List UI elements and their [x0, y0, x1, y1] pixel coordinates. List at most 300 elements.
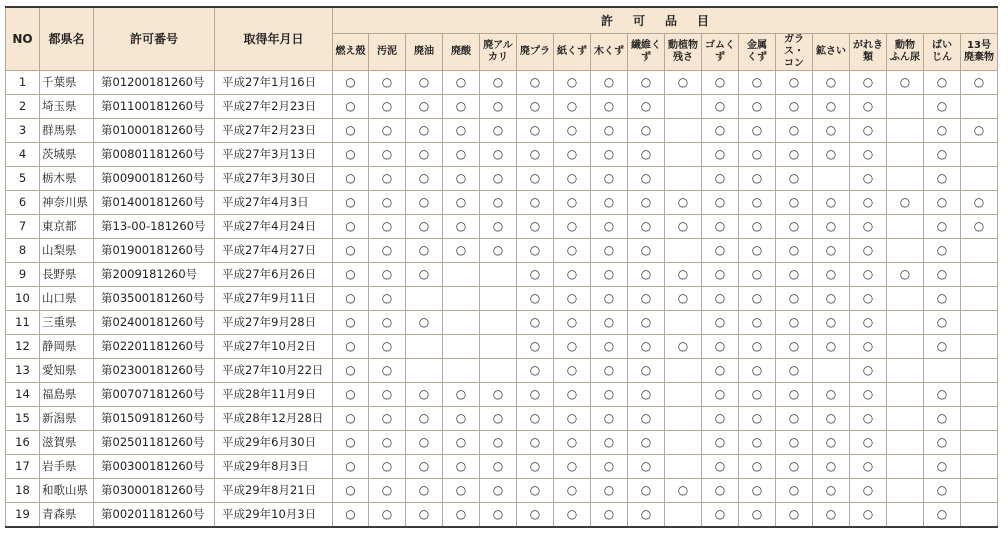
- row-permit-number: 第03000181260号: [94, 478, 215, 502]
- row-permit-number: 第01900181260号: [94, 238, 215, 262]
- permit-mark: ○: [480, 430, 517, 454]
- permit-mark: ○: [517, 358, 554, 382]
- permit-mark: ○: [739, 334, 776, 358]
- permit-mark: ○: [554, 238, 591, 262]
- item-header: [739, 33, 776, 70]
- item-header-line2: 廃棄物: [964, 51, 994, 63]
- permit-mark: ○: [924, 166, 961, 190]
- permit-mark: ○: [406, 190, 443, 214]
- row-prefecture: 山梨県: [40, 238, 94, 262]
- permit-mark: ○: [333, 382, 369, 406]
- permit-mark: ○: [517, 118, 554, 142]
- permit-mark: ○: [333, 238, 369, 262]
- permit-mark: ○: [443, 238, 480, 262]
- permit-mark: ○: [702, 502, 739, 527]
- permit-mark: ○: [776, 166, 813, 190]
- permit-mark: ○: [702, 286, 739, 310]
- permit-mark: ○: [591, 190, 628, 214]
- permit-mark: ○: [924, 94, 961, 118]
- permit-mark: ○: [702, 382, 739, 406]
- permit-mark: ○: [813, 406, 850, 430]
- permit-mark: ○: [924, 238, 961, 262]
- row-acquired-date: 平成27年6月26日: [215, 262, 333, 286]
- item-header: [369, 33, 406, 70]
- permit-mark: ○: [517, 406, 554, 430]
- permit-mark: ○: [554, 190, 591, 214]
- permit-mark: ○: [813, 454, 850, 478]
- permit-mark: ○: [554, 454, 591, 478]
- permit-mark: ○: [702, 142, 739, 166]
- permit-mark: ○: [961, 70, 998, 94]
- permit-mark: ○: [850, 214, 887, 238]
- empty-cell: [665, 502, 702, 527]
- row-no: 19: [6, 502, 40, 527]
- permit-mark: ○: [406, 502, 443, 527]
- empty-cell: [887, 94, 924, 118]
- permit-mark: ○: [628, 454, 665, 478]
- permit-mark: ○: [480, 478, 517, 502]
- empty-cell: [406, 334, 443, 358]
- permit-mark: ○: [628, 358, 665, 382]
- permit-mark: ○: [517, 94, 554, 118]
- permit-mark: ○: [739, 478, 776, 502]
- permit-mark: ○: [591, 94, 628, 118]
- permit-mark: ○: [739, 190, 776, 214]
- table-row: [6, 262, 998, 286]
- row-permit-number: 第00801181260号: [94, 142, 215, 166]
- permit-mark: ○: [591, 502, 628, 527]
- row-prefecture: 東京都: [40, 214, 94, 238]
- row-permit-number: 第02501181260号: [94, 430, 215, 454]
- permit-mark: ○: [443, 406, 480, 430]
- permit-mark: ○: [554, 334, 591, 358]
- item-header: [961, 33, 998, 70]
- row-no: 13: [6, 358, 40, 382]
- permit-mark: ○: [406, 406, 443, 430]
- permit-mark: ○: [739, 94, 776, 118]
- empty-cell: [887, 358, 924, 382]
- permit-mark: ○: [739, 238, 776, 262]
- permit-mark: ○: [369, 166, 406, 190]
- permit-mark: ○: [776, 382, 813, 406]
- permit-mark: ○: [517, 142, 554, 166]
- table-row: [6, 94, 998, 118]
- empty-cell: [961, 334, 998, 358]
- permit-mark: ○: [517, 166, 554, 190]
- permit-mark: ○: [369, 214, 406, 238]
- permit-mark: ○: [443, 142, 480, 166]
- permit-mark: ○: [591, 238, 628, 262]
- permit-mark: ○: [333, 214, 369, 238]
- item-header-line1: 動植物: [668, 39, 698, 51]
- permit-mark: ○: [443, 502, 480, 527]
- permit-mark: ○: [369, 454, 406, 478]
- permit-mark: ○: [813, 70, 850, 94]
- permit-mark: ○: [628, 166, 665, 190]
- permit-mark: ○: [517, 382, 554, 406]
- permit-mark: ○: [813, 286, 850, 310]
- table-row: [6, 214, 998, 238]
- row-no: 16: [6, 430, 40, 454]
- empty-cell: [665, 94, 702, 118]
- permit-mark: ○: [480, 142, 517, 166]
- permit-mark: ○: [665, 334, 702, 358]
- empty-cell: [887, 142, 924, 166]
- row-acquired-date: 平成27年4月27日: [215, 238, 333, 262]
- permit-mark: ○: [554, 94, 591, 118]
- empty-cell: [480, 334, 517, 358]
- permit-mark: ○: [480, 214, 517, 238]
- row-no: 11: [6, 310, 40, 334]
- empty-cell: [961, 406, 998, 430]
- item-header: [406, 33, 443, 70]
- permit-mark: ○: [739, 358, 776, 382]
- permit-mark: ○: [554, 70, 591, 94]
- permit-mark: ○: [406, 454, 443, 478]
- header-prefecture: 都県名: [40, 7, 94, 70]
- permit-mark: ○: [739, 70, 776, 94]
- item-header-line1: 燃え殻: [335, 45, 366, 57]
- permit-mark: ○: [369, 142, 406, 166]
- permit-mark: ○: [443, 382, 480, 406]
- permit-mark: ○: [702, 190, 739, 214]
- permit-mark: ○: [924, 334, 961, 358]
- empty-cell: [406, 286, 443, 310]
- permit-mark: ○: [333, 502, 369, 527]
- permit-mark: ○: [443, 70, 480, 94]
- permit-mark: ○: [739, 406, 776, 430]
- permit-mark: ○: [850, 118, 887, 142]
- permit-mark: ○: [702, 430, 739, 454]
- item-header-line1: ガラス・: [784, 33, 804, 57]
- permit-mark: ○: [813, 382, 850, 406]
- item-header-line2: くず: [747, 51, 767, 63]
- permit-mark: ○: [739, 142, 776, 166]
- row-no: 1: [6, 70, 40, 94]
- item-header-line1: がれき: [853, 39, 883, 51]
- permit-mark: ○: [443, 166, 480, 190]
- permit-mark: ○: [369, 238, 406, 262]
- permit-mark: ○: [924, 382, 961, 406]
- row-permit-number: 第03500181260号: [94, 286, 215, 310]
- permit-mark: ○: [813, 214, 850, 238]
- item-header: [665, 33, 702, 70]
- empty-cell: [961, 454, 998, 478]
- permit-mark: ○: [739, 310, 776, 334]
- permit-mark: ○: [813, 94, 850, 118]
- row-permit-number: 第00707181260号: [94, 382, 215, 406]
- empty-cell: [887, 478, 924, 502]
- row-no: 14: [6, 382, 40, 406]
- permit-mark: ○: [850, 382, 887, 406]
- row-permit-number: 第2009181260号: [94, 262, 215, 286]
- row-acquired-date: 平成29年8月3日: [215, 454, 333, 478]
- permit-mark: ○: [480, 94, 517, 118]
- empty-cell: [480, 310, 517, 334]
- permit-mark: ○: [333, 190, 369, 214]
- permit-mark: ○: [480, 70, 517, 94]
- row-acquired-date: 平成27年1月16日: [215, 70, 333, 94]
- item-header: [702, 33, 739, 70]
- permit-mark: ○: [554, 406, 591, 430]
- permit-mark: ○: [591, 166, 628, 190]
- permit-mark: ○: [406, 118, 443, 142]
- permit-mark: ○: [665, 286, 702, 310]
- row-no: 2: [6, 94, 40, 118]
- permit-mark: ○: [517, 430, 554, 454]
- permit-mark: ○: [406, 478, 443, 502]
- permit-mark: ○: [924, 70, 961, 94]
- permit-mark: ○: [850, 190, 887, 214]
- permit-mark: ○: [369, 334, 406, 358]
- permit-mark: ○: [702, 478, 739, 502]
- permit-mark: ○: [850, 262, 887, 286]
- permit-mark: ○: [776, 334, 813, 358]
- permit-mark: ○: [739, 118, 776, 142]
- item-header-line1: ゴムくず: [705, 39, 735, 63]
- row-permit-number: 第00201181260号: [94, 502, 215, 527]
- permit-mark: ○: [333, 406, 369, 430]
- item-header: [333, 33, 369, 70]
- empty-cell: [887, 502, 924, 527]
- permit-mark: ○: [333, 358, 369, 382]
- permit-mark: ○: [369, 406, 406, 430]
- table-row: [6, 358, 998, 382]
- empty-cell: [665, 238, 702, 262]
- permit-mark: ○: [480, 238, 517, 262]
- permit-mark: ○: [776, 70, 813, 94]
- permit-mark: ○: [517, 238, 554, 262]
- item-header-line2: ず: [641, 51, 651, 63]
- empty-cell: [443, 334, 480, 358]
- permit-mark: ○: [776, 142, 813, 166]
- permit-mark: ○: [554, 166, 591, 190]
- permit-mark: ○: [850, 70, 887, 94]
- row-prefecture: 新潟県: [40, 406, 94, 430]
- item-header-line1: 鉱さい: [816, 45, 846, 57]
- item-header-line1: 紙くず: [557, 45, 587, 57]
- permit-mark: ○: [591, 382, 628, 406]
- permit-mark: ○: [924, 214, 961, 238]
- permit-mark: ○: [776, 502, 813, 527]
- item-header: [887, 33, 924, 70]
- permit-mark: ○: [591, 70, 628, 94]
- permit-mark: ○: [813, 334, 850, 358]
- permit-mark: ○: [924, 190, 961, 214]
- permit-mark: ○: [924, 118, 961, 142]
- table-row: [6, 406, 998, 430]
- permit-mark: ○: [850, 406, 887, 430]
- permit-mark: ○: [517, 70, 554, 94]
- empty-cell: [961, 142, 998, 166]
- permit-mark: ○: [517, 262, 554, 286]
- permit-mark: ○: [961, 118, 998, 142]
- row-prefecture: 山口県: [40, 286, 94, 310]
- table-row: [6, 430, 998, 454]
- permit-mark: ○: [813, 190, 850, 214]
- permit-mark: ○: [591, 358, 628, 382]
- empty-cell: [961, 310, 998, 334]
- permit-mark: ○: [739, 262, 776, 286]
- permit-mark: ○: [776, 430, 813, 454]
- permit-mark: ○: [554, 262, 591, 286]
- permit-mark: ○: [924, 430, 961, 454]
- permit-mark: ○: [369, 94, 406, 118]
- empty-cell: [887, 166, 924, 190]
- permit-mark: ○: [406, 382, 443, 406]
- empty-cell: [665, 406, 702, 430]
- permit-mark: ○: [702, 238, 739, 262]
- permit-mark: ○: [850, 478, 887, 502]
- permit-mark: ○: [369, 358, 406, 382]
- row-no: 7: [6, 214, 40, 238]
- row-prefecture: 神奈川県: [40, 190, 94, 214]
- permit-mark: ○: [369, 382, 406, 406]
- permit-mark: ○: [628, 334, 665, 358]
- permit-mark: ○: [776, 454, 813, 478]
- permit-mark: ○: [443, 454, 480, 478]
- permit-mark: ○: [443, 214, 480, 238]
- permit-mark: ○: [443, 94, 480, 118]
- table-row: [6, 190, 998, 214]
- row-permit-number: 第01200181260号: [94, 70, 215, 94]
- row-prefecture: 愛知県: [40, 358, 94, 382]
- permit-mark: ○: [628, 70, 665, 94]
- permit-mark: ○: [924, 286, 961, 310]
- permit-mark: ○: [628, 118, 665, 142]
- permit-mark: ○: [517, 190, 554, 214]
- item-header-line1: 13号: [967, 39, 991, 51]
- empty-cell: [961, 478, 998, 502]
- item-header: [776, 33, 813, 70]
- permit-mark: ○: [628, 406, 665, 430]
- table-row: [6, 454, 998, 478]
- permit-mark: ○: [369, 70, 406, 94]
- permit-mark: ○: [369, 118, 406, 142]
- permit-mark: ○: [739, 214, 776, 238]
- empty-cell: [961, 238, 998, 262]
- row-no: 3: [6, 118, 40, 142]
- header-permit-number: 許可番号: [94, 7, 215, 70]
- row-acquired-date: 平成28年12月28日: [215, 406, 333, 430]
- permit-mark: ○: [702, 214, 739, 238]
- row-acquired-date: 平成27年2月23日: [215, 118, 333, 142]
- row-acquired-date: 平成27年2月23日: [215, 94, 333, 118]
- permit-mark: ○: [333, 454, 369, 478]
- header-no: NO: [6, 7, 40, 70]
- permit-mark: ○: [406, 262, 443, 286]
- row-permit-number: 第01509181260号: [94, 406, 215, 430]
- row-acquired-date: 平成27年9月28日: [215, 310, 333, 334]
- empty-cell: [924, 358, 961, 382]
- permit-mark: ○: [369, 286, 406, 310]
- item-header: [443, 33, 480, 70]
- permit-mark: ○: [591, 262, 628, 286]
- row-no: 12: [6, 334, 40, 358]
- table-row: [6, 166, 998, 190]
- permit-mark: ○: [443, 478, 480, 502]
- permit-mark: ○: [702, 334, 739, 358]
- permit-mark: ○: [369, 190, 406, 214]
- permit-mark: ○: [702, 262, 739, 286]
- row-prefecture: 福島県: [40, 382, 94, 406]
- empty-cell: [887, 382, 924, 406]
- item-header: [850, 33, 887, 70]
- empty-cell: [961, 166, 998, 190]
- item-header-line1: 廃プラ: [520, 45, 550, 57]
- row-permit-number: 第02300181260号: [94, 358, 215, 382]
- permit-mark: ○: [369, 502, 406, 527]
- empty-cell: [665, 166, 702, 190]
- permit-mark: ○: [924, 454, 961, 478]
- permit-mark: ○: [665, 478, 702, 502]
- permit-mark: ○: [591, 214, 628, 238]
- permit-mark: ○: [702, 70, 739, 94]
- row-acquired-date: 平成27年10月2日: [215, 334, 333, 358]
- permit-mark: ○: [665, 214, 702, 238]
- permit-mark: ○: [628, 190, 665, 214]
- table-row: [6, 310, 998, 334]
- permit-mark: ○: [776, 286, 813, 310]
- permit-mark: ○: [554, 478, 591, 502]
- empty-cell: [665, 430, 702, 454]
- permit-mark: ○: [739, 166, 776, 190]
- row-prefecture: 茨城県: [40, 142, 94, 166]
- permit-mark: ○: [406, 310, 443, 334]
- permit-mark: ○: [702, 166, 739, 190]
- permit-mark: ○: [628, 214, 665, 238]
- permit-mark: ○: [776, 118, 813, 142]
- row-prefecture: 栃木県: [40, 166, 94, 190]
- table-row: [6, 238, 998, 262]
- empty-cell: [480, 358, 517, 382]
- permit-mark: ○: [554, 502, 591, 527]
- row-no: 9: [6, 262, 40, 286]
- permit-mark: ○: [333, 70, 369, 94]
- row-permit-number: 第02201181260号: [94, 334, 215, 358]
- permit-mark: ○: [776, 406, 813, 430]
- permit-mark: ○: [628, 478, 665, 502]
- permit-mark: ○: [702, 118, 739, 142]
- item-header-line1: 木くず: [594, 45, 624, 57]
- permit-table-body: [6, 70, 998, 527]
- permit-mark: ○: [813, 118, 850, 142]
- permit-mark: ○: [406, 238, 443, 262]
- permit-mark: ○: [406, 430, 443, 454]
- permit-mark: ○: [702, 358, 739, 382]
- empty-cell: [443, 310, 480, 334]
- row-no: 18: [6, 478, 40, 502]
- permit-mark: ○: [333, 118, 369, 142]
- row-permit-number: 第02400181260号: [94, 310, 215, 334]
- permit-mark: ○: [924, 502, 961, 527]
- permit-mark: ○: [480, 406, 517, 430]
- permit-mark: ○: [591, 118, 628, 142]
- item-header-line1: ばい: [932, 39, 952, 51]
- permit-mark: ○: [850, 358, 887, 382]
- table-row: [6, 334, 998, 358]
- row-prefecture: 千葉県: [40, 70, 94, 94]
- empty-cell: [665, 382, 702, 406]
- permit-mark: ○: [369, 478, 406, 502]
- permit-mark: ○: [739, 454, 776, 478]
- permit-mark: ○: [628, 502, 665, 527]
- row-acquired-date: 平成28年11月9日: [215, 382, 333, 406]
- permit-mark: ○: [554, 118, 591, 142]
- empty-cell: [443, 262, 480, 286]
- row-permit-number: 第01100181260号: [94, 94, 215, 118]
- item-header: [813, 33, 850, 70]
